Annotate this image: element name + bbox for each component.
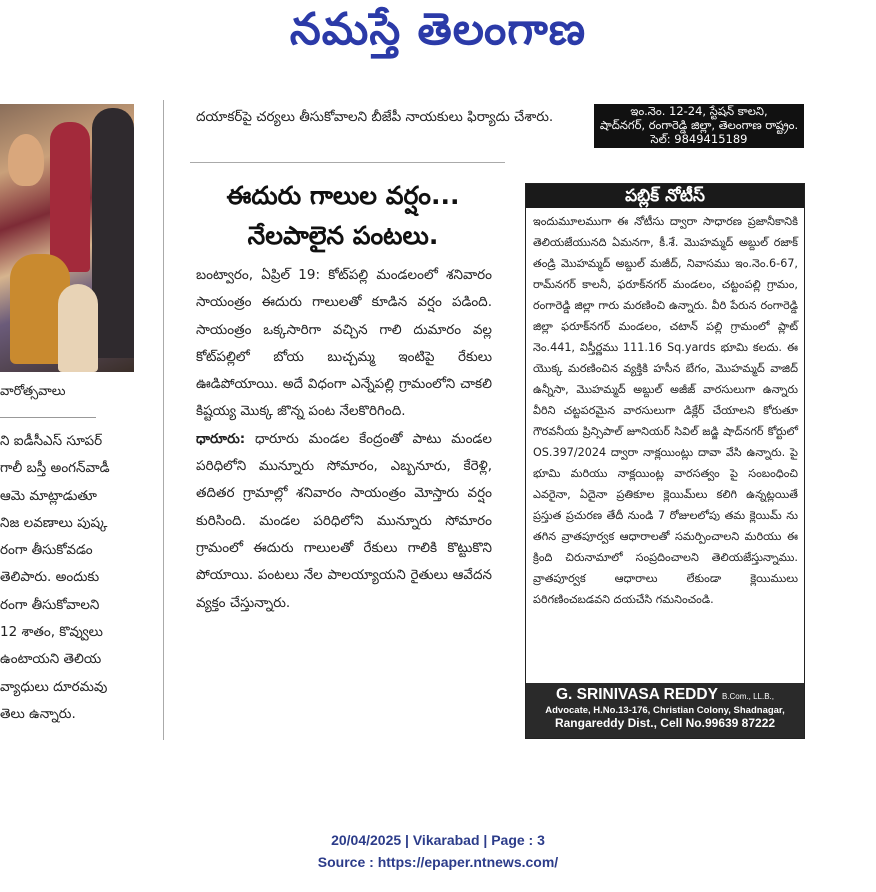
page-footer xyxy=(0,829,876,873)
advocate-address: Advocate, H.No.13-176, Christian Colony, Shadnagar, xyxy=(545,705,785,716)
left-line: ఉంటాయని తెలియ xyxy=(0,651,102,668)
paragraph-text: ధారూరు మండల కేంద్రంతో పాటు మండల పరిధిలోని మున్నూరు సోమారం, ఎబ్బనూరు, కేరెళ్లి, తదితర గ్రామాల్లో శనివారం సాయంత్రం మోస్తారు వర్షం కురిసింది. మండల పరిధిలోని మున్నూరు సోమారం గ్రామంలో ఈదురు గాలులతో రేకులు గాలికి కొట్టుకొని పోయాయి. పంటలు నేల పాలయ్యాయని రైతులు ఆవేదన వ్యక్తం చేస్తున్నారు. xyxy=(196,430,492,611)
photo-adult-figure xyxy=(92,108,134,358)
headline-line-2: నేలపాలైన పంటలు. xyxy=(247,221,439,250)
article-paragraph xyxy=(196,426,492,617)
footer-source: Source : https://epaper.ntnews.com/ xyxy=(317,854,559,870)
newspaper-masthead: నమస్తే తెలంగాణ xyxy=(289,4,587,55)
left-line: తెలిపారు. అందుకు xyxy=(0,569,100,586)
article-headline xyxy=(178,176,508,256)
caption-divider xyxy=(0,417,96,418)
photo-child-figure xyxy=(8,134,44,186)
advocate-qualifications: B.Com., LL.B., xyxy=(721,692,774,701)
dateline: ధారూరు: xyxy=(196,430,246,447)
ad-phone: సెల్: 9849415189 xyxy=(650,132,748,146)
top-advertisement xyxy=(594,104,804,148)
left-line: ఆమె మాట్లాడుతూ xyxy=(0,487,97,504)
left-line: వ్యాధులు దూరమవు xyxy=(0,678,108,695)
left-line: 12 శాతం, కొవ్వులు xyxy=(0,624,103,641)
left-line: గాలీ బస్తీ అంగన్‌వాడీ xyxy=(0,460,110,477)
advocate-info xyxy=(526,683,804,738)
footer-date-edition: 20/04/2025 | Vikarabad | Page : 3 xyxy=(331,832,545,848)
photo-caption: వారోత్సవాలు xyxy=(0,384,66,399)
photo-child-figure-3 xyxy=(58,284,98,372)
public-notice-body: ఇందుమూలముగా ఈ నోటీసు ద్వారా సాధారణ ప్రజానీకానికి తెలియజేయునది ఏమనగా, కీ.శే. మొహమ్మద్ అబ్దుల్ రజాక్ తండ్రి మొహమ్మద్ అబ్దుల్ మజీద్, నివాసము ఇం.నెం.6-67, రామ్‌నగర్ కాలనీ, ఫరూక్‌నగర్ మండలం, చట్టంపల్లి గ్రామం, రంగారెడ్డి జిల్లా గారు మరణించి ఉన్నారు. వీరి పేరున రంగారెడ్డి జిల్లా ఫరూక్‌నగర్ మండలం, చటాన్ పల్లి గ్రామంలో ప్లాట్ నెం.441, విస్తీర్ణము 111.16 Sq.yards భూమి కలదు. ఈ యొక్క మరణించిన వ్యక్తికి హసీన బేగం, మొహమ్మద్ వాజిద్ ఉన్నీసా, మొహమ్మద్ అబ్దుల్ అజీజ్ వారసులుగా ఉన్నారు వీరిని చట్టపరమైన వారసులుగా డిక్లేర్ చేయాలని కోరుతూ గౌరవనీయ ప్రిన్సిపాల్ జూనియర్ సివిల్ జడ్జి షాద్‌నగర్ కోర్టులో OS.397/2024 ద్వారా నాక్లయింట్లు దావా వేసి ఉన్నారు. పై భూమి మరియు నాక్లయింట్ల వారసత్వం పై సంబంధించి ఎవరైనా, ఏదైనా ప్రతికూల క్లెయిమ్‌లు కలిగి ఉన్నట్లయితే ప్రస్తుత ప్రచురణ తేదీ నుండి 7 రోజులలోపు తమ క్లెయిమ్ ను తగిన వ్రాతపూర్వక ఆధారాలతో సమర్పించాలని మరియు ఈ క్రింది చిరునామాలో సంప్రదించాలని తెలియజేస్తున్నాము. వ్రాతపూర్వక ఆధారాలు లేకుండా క్లెయిములు పరిగణించబడవని దయచేసి గమనించండి. xyxy=(533,215,798,606)
left-line: ని ఐడీసీఎస్ సూపర్ xyxy=(0,433,103,449)
left-article-column xyxy=(0,428,140,728)
article-body xyxy=(196,262,492,617)
article-divider xyxy=(190,162,505,163)
advocate-name-line xyxy=(526,686,804,704)
public-notice-box xyxy=(525,183,805,739)
photo-woman-figure xyxy=(50,122,90,272)
ad-line: ఇం.నెం. 12-24, స్టేషన్ కాలని, xyxy=(630,104,768,118)
public-notice-title: పబ్లిక్ నోటీస్ xyxy=(526,184,804,208)
previous-article-ending: దయాకర్‌పై చర్యలు తీసుకోవాలని బీజేపీ నాయకులు ఫిర్యాదు చేశారు. xyxy=(196,109,554,125)
headline-line-1: ఈదురు గాలుల వర్షం... xyxy=(226,181,460,210)
advocate-name: G. SRINIVASA REDDY xyxy=(556,686,718,703)
left-line: రంగా తీసుకోవడం xyxy=(0,542,93,559)
left-line: నిజ లవణాలు పుష్క xyxy=(0,514,108,531)
article-paragraph: బంట్వారం, ఏప్రిల్ 19: కోట్‌పల్లి మండలంలో శనివారం సాయంత్రం ఈదురు గాలులతో కూడిన వర్షం పడింది. సాయంత్రం ఒక్కసారిగా వచ్చిన గాలి దుమారం వల్ల కోట్‌పల్లిలో బోయ బుచ్చమ్మ ఇంటిపై రేకులు ఊడిపోయాయి. అదే విధంగా ఎన్నేపల్లి గ్రామంలోని చాకలి కిష్టయ్య మొక్క జొన్న పంట నేలకొరిగింది. xyxy=(196,267,492,420)
left-line: తెలు ఉన్నారు. xyxy=(0,705,76,722)
ad-line: షాద్‌నగర్, రంగారెడ్డి జిల్లా, తెలంగాణ రాష్ట్రం. xyxy=(599,118,799,132)
advocate-district: Rangareddy Dist., Cell No.99639 87222 xyxy=(554,716,776,730)
news-photo xyxy=(0,104,134,372)
left-line: రంగా తీసుకోవాలని xyxy=(0,596,100,613)
column-divider xyxy=(163,100,164,740)
